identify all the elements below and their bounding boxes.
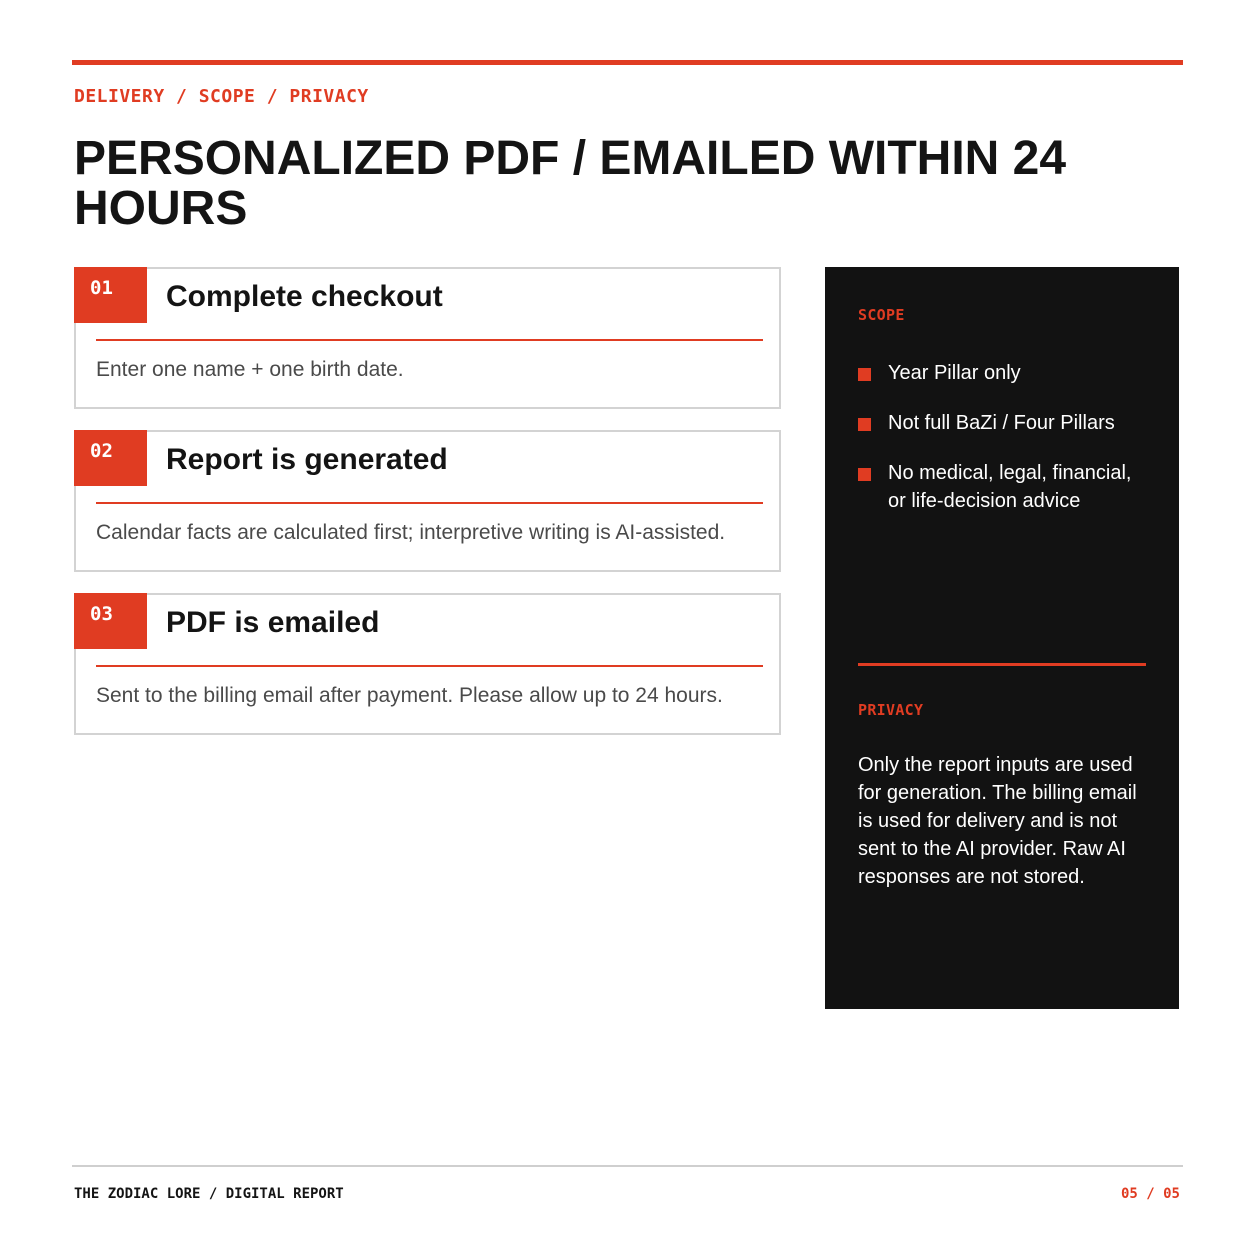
top-accent-rule [72,60,1183,65]
step-divider [96,339,763,341]
list-item [858,359,1148,387]
step-title: Complete checkout [166,280,443,313]
footer-rule [72,1165,1183,1167]
square-bullet-icon [858,468,871,481]
scope-list [858,359,1148,537]
step-number-badge: 02 [74,430,147,486]
step-card-checkout [74,267,781,409]
step-title: PDF is emailed [166,606,380,639]
step-divider [96,665,763,667]
page-number: 05 / 05 [1120,1186,1180,1202]
privacy-label: PRIVACY [858,701,924,719]
square-bullet-icon [858,418,871,431]
step-card-emailed [74,593,781,735]
panel-divider [858,663,1146,666]
list-item [858,409,1148,437]
step-description: Enter one name + one birth date. [96,358,404,381]
step-description: Sent to the billing email after payment. Please allow up to 24 hours. [96,684,723,707]
step-number-badge: 01 [74,267,147,323]
step-card-generated [74,430,781,572]
step-title: Report is generated [166,443,448,476]
step-divider [96,502,763,504]
scope-label: SCOPE [858,306,905,324]
scope-privacy-panel [825,267,1179,1009]
step-number-badge: 03 [74,593,147,649]
scope-item-text: Not full BaZi / Four Pillars [888,412,1115,434]
privacy-text: Only the report inputs are used for generation. The billing email is used for delivery and is not sent to the AI provider. Raw AI responses are not stored. [858,754,1137,888]
page-title: PERSONALIZED PDF / EMAILED WITHIN 24 HOURS [74,132,1067,235]
square-bullet-icon [858,368,871,381]
scope-item-text: No medical, legal, financial, or life-decision advice [888,462,1132,512]
scope-item-text: Year Pillar only [888,362,1021,384]
section-kicker: DELIVERY / SCOPE / PRIVACY [74,86,369,107]
footer-publication: THE ZODIAC LORE / DIGITAL REPORT [74,1186,344,1202]
step-description: Calendar facts are calculated first; interpretive writing is AI-assisted. [96,521,726,544]
list-item [858,459,1148,515]
